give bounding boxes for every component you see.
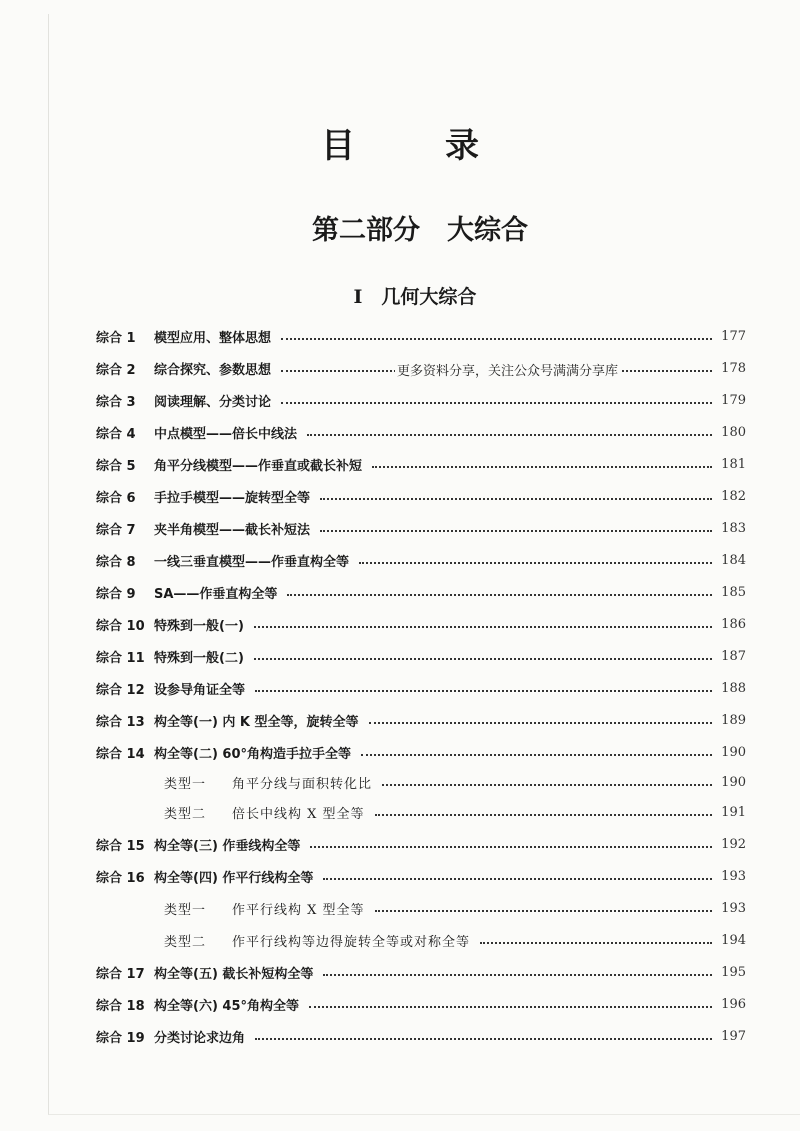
toc-page-number: 185 bbox=[721, 584, 746, 600]
toc-entry-title: 模型应用、整体思想 bbox=[154, 330, 272, 346]
toc-entry-label: 综合 6 bbox=[96, 490, 136, 506]
toc-leader-dots bbox=[254, 626, 712, 628]
toc-entry bbox=[96, 644, 746, 668]
section-title: Ⅰ 几何大综合 bbox=[353, 286, 477, 308]
toc-page-number: 180 bbox=[721, 424, 746, 440]
toc-leader-dots bbox=[255, 690, 712, 692]
toc-leader-dots bbox=[359, 562, 712, 564]
toc-entry bbox=[96, 960, 746, 984]
toc-entry-title: 阅读理解、分类讨论 bbox=[154, 394, 272, 410]
toc-entry-title: 倍长中线构 X 型全等 bbox=[232, 806, 365, 822]
toc-page-number: 193 bbox=[721, 868, 746, 884]
toc-entry bbox=[96, 676, 746, 700]
toc-entry bbox=[96, 864, 746, 888]
toc-entry-title: 角平分线与面积转化比 bbox=[232, 776, 373, 792]
toc-entry bbox=[96, 388, 746, 412]
toc-entry-title: 分类讨论求边角 bbox=[154, 1030, 246, 1046]
toc-entry-label: 综合 2 bbox=[96, 362, 136, 378]
toc-leader-dots bbox=[375, 814, 712, 816]
toc-leader-dots bbox=[281, 338, 712, 340]
toc-page-number: 182 bbox=[721, 488, 746, 504]
toc-entry-title: 构全等(二) 60°角构造手拉手全等 bbox=[154, 746, 351, 762]
toc-entry-label: 类型一 bbox=[164, 776, 207, 792]
part-title: 第二部分 大综合 bbox=[312, 215, 528, 246]
toc-entry bbox=[96, 832, 746, 856]
toc-entry-title: 作平行线构 X 型全等 bbox=[232, 902, 365, 918]
toc-leader-dots bbox=[287, 594, 712, 596]
toc-leader-dots bbox=[254, 658, 712, 660]
toc-page-number: 192 bbox=[721, 836, 746, 852]
toc-entry-title: 特殊到一般(二) bbox=[154, 650, 244, 666]
toc-leader-dots bbox=[369, 722, 712, 724]
toc-entry-label: 综合 16 bbox=[96, 870, 145, 886]
toc-entry bbox=[96, 324, 746, 348]
toc-entry bbox=[96, 580, 746, 604]
toc-entry-label: 综合 3 bbox=[96, 394, 136, 410]
toc-entry bbox=[96, 708, 746, 732]
toc-page-number: 190 bbox=[721, 744, 746, 760]
toc-leader-dots bbox=[320, 498, 712, 500]
toc-subentry bbox=[96, 928, 746, 952]
toc-entry-label: 综合 19 bbox=[96, 1030, 145, 1046]
toc-entry bbox=[96, 516, 746, 540]
toc-entry-title: 手拉手模型——旋转型全等 bbox=[154, 490, 311, 506]
toc-page-number: 189 bbox=[721, 712, 746, 728]
toc-entry-label: 综合 1 bbox=[96, 330, 136, 346]
toc-page-number: 181 bbox=[721, 456, 746, 472]
toc-entry-title: 一线三垂直模型——作垂直构全等 bbox=[154, 554, 350, 570]
toc-entry bbox=[96, 548, 746, 572]
toc-entry-title: 作平行线构等边得旋转全等或对称全等 bbox=[232, 934, 471, 950]
toc-leader-dots bbox=[323, 974, 712, 976]
toc-page-number: 195 bbox=[721, 964, 746, 980]
toc-entry-title: 构全等(一) 内 K 型全等，旋转全等 bbox=[154, 714, 359, 730]
toc-leader-dots bbox=[375, 910, 712, 912]
toc-page-number: 184 bbox=[721, 552, 746, 568]
toc-page-number: 191 bbox=[721, 804, 746, 820]
toc-page-number: 197 bbox=[721, 1028, 746, 1044]
toc-entry-label: 综合 10 bbox=[96, 618, 145, 634]
toc-entry-title: 夹半角模型——截长补短法 bbox=[154, 522, 311, 538]
toc-entry-title: 构全等(五) 截长补短构全等 bbox=[154, 966, 314, 982]
toc-entry-title: 构全等(三) 作垂线构全等 bbox=[154, 838, 301, 854]
toc-entry-label: 综合 8 bbox=[96, 554, 136, 570]
toc-page-number: 179 bbox=[721, 392, 746, 408]
toc-page-number: 188 bbox=[721, 680, 746, 696]
toc-leader-dots bbox=[480, 942, 712, 944]
toc-leader-dots bbox=[310, 846, 712, 848]
toc-entry-title: 综合探究、参数思想 bbox=[154, 362, 272, 378]
toc-entry bbox=[96, 420, 746, 444]
toc-subentry bbox=[96, 896, 746, 920]
toc-entry-label: 综合 4 bbox=[96, 426, 136, 442]
toc-entry-label: 综合 17 bbox=[96, 966, 145, 982]
toc-entry-label: 综合 9 bbox=[96, 586, 136, 602]
toc-entry-label: 类型二 bbox=[164, 934, 207, 950]
toc-entry-label: 类型二 bbox=[164, 806, 207, 822]
watermark-text: 更多资料分享，关注公众号满满分享库 bbox=[395, 360, 620, 379]
toc-entry bbox=[96, 740, 746, 764]
toc-leader-dots bbox=[361, 754, 712, 756]
toc-entry-title: 构全等(四) 作平行线构全等 bbox=[154, 870, 314, 886]
toc-entry-label: 综合 13 bbox=[96, 714, 145, 730]
toc-entry-title: 角平分线模型——作垂直或截长补短 bbox=[154, 458, 363, 474]
toc-leader-dots bbox=[309, 1006, 712, 1008]
toc-entry bbox=[96, 612, 746, 636]
toc-page-number: 183 bbox=[721, 520, 746, 536]
toc-page-number: 190 bbox=[721, 774, 746, 790]
toc-page-number: 186 bbox=[721, 616, 746, 632]
toc-entry-title: 特殊到一般(一) bbox=[154, 618, 244, 634]
toc-entry-label: 综合 7 bbox=[96, 522, 136, 538]
toc-entry-title: 中点模型——倍长中线法 bbox=[154, 426, 298, 442]
toc-page-number: 193 bbox=[721, 900, 746, 916]
toc-entry-title: SA——作垂直构全等 bbox=[154, 586, 278, 602]
toc-leader-dots bbox=[281, 402, 712, 404]
toc-entry-label: 综合 18 bbox=[96, 998, 145, 1014]
toc-page-number: 194 bbox=[721, 932, 746, 948]
toc-leader-dots bbox=[307, 434, 712, 436]
toc-entry bbox=[96, 452, 746, 476]
toc-page-number: 196 bbox=[721, 996, 746, 1012]
toc-entry bbox=[96, 992, 746, 1016]
toc-entry-label: 综合 11 bbox=[96, 650, 145, 666]
toc-subentry bbox=[96, 770, 746, 794]
toc-entry-title: 构全等(六) 45°角构全等 bbox=[154, 998, 299, 1014]
toc-entry-label: 综合 12 bbox=[96, 682, 145, 698]
toc-leader-dots bbox=[372, 466, 712, 468]
toc-leader-dots bbox=[382, 784, 712, 786]
toc-entry-title: 设参导角证全等 bbox=[154, 682, 246, 698]
toc-entry bbox=[96, 1024, 746, 1048]
toc-page-number: 178 bbox=[721, 360, 746, 376]
page-title: 目 录 bbox=[321, 126, 507, 166]
toc-entry-label: 综合 15 bbox=[96, 838, 145, 854]
toc-entry-label: 综合 14 bbox=[96, 746, 145, 762]
toc-page-number: 177 bbox=[721, 328, 746, 344]
toc-page-number: 187 bbox=[721, 648, 746, 664]
toc-subentry bbox=[96, 800, 746, 824]
toc-leader-dots bbox=[320, 530, 712, 532]
toc-leader-dots bbox=[255, 1038, 712, 1040]
toc-leader-dots bbox=[323, 878, 712, 880]
toc-entry-label: 类型一 bbox=[164, 902, 207, 918]
toc-entry-label: 综合 5 bbox=[96, 458, 136, 474]
toc-entry bbox=[96, 484, 746, 508]
